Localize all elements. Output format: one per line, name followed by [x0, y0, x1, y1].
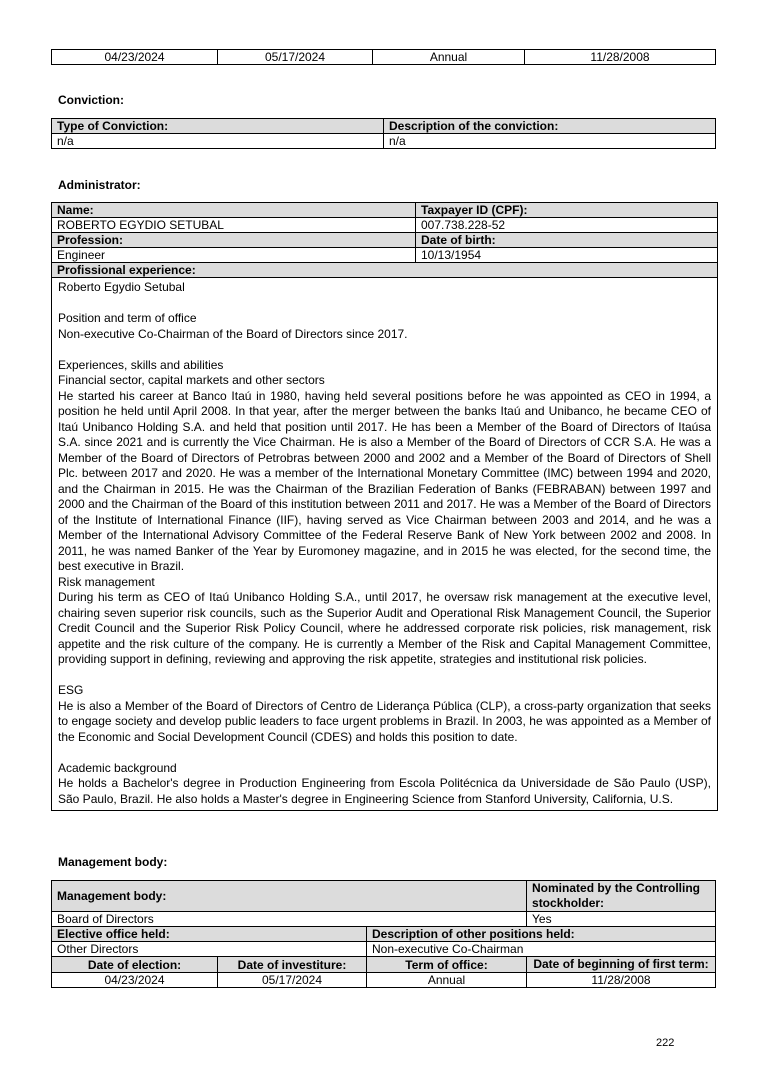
dob-value: 10/13/1954: [416, 248, 718, 263]
name-label: Name:: [52, 203, 416, 218]
conviction-type-value: n/a: [52, 134, 384, 149]
profession-label: Profession:: [52, 233, 416, 248]
elective-label: Elective office held:: [52, 927, 367, 942]
other-positions-value: Non-executive Co-Chairman: [367, 942, 716, 957]
management-table: [51, 880, 716, 988]
top-date-election: 04/23/2024: [52, 50, 218, 65]
top-date-investiture: 05/17/2024: [218, 50, 373, 65]
exp-risk-text: During his term as CEO of Itaú Unibanco Holding S.A., until 2017, he oversaw risk management at the executive level, chairing seven superior risk councils, such as the Superior Audit and Operational Risk Management Council, the Superior Credit Council and the Superior Risk Policy Council, where he addressed corporate risk policies, risk management, risk appetite and the risk culture of the company. He is currently a Member of the Risk and Capital Management Committee, providing support in defining, reviewing and approving the risk appetite, strategies and institutional risk policies.: [58, 590, 711, 666]
administrator-heading: Administrator:: [58, 178, 141, 192]
nominated-label: Nominated by the Controlling stockholder:: [527, 881, 716, 912]
conviction-desc-label: Description of the conviction:: [384, 119, 716, 134]
exp-academic-heading: Academic background: [58, 760, 177, 775]
exp-position-text: Non-executive Co-Chairman of the Board of Directors since 2017.: [58, 326, 408, 341]
term-value: Annual: [367, 973, 527, 988]
date-election-label: Date of election:: [52, 957, 218, 973]
nominated-value: Yes: [527, 912, 716, 927]
first-term-value: 11/28/2008: [527, 973, 716, 988]
date-investiture-value: 05/17/2024: [218, 973, 367, 988]
top-dates-row: [52, 50, 716, 65]
term-label: Term of office:: [367, 957, 527, 973]
exp-academic-text: He holds a Bachelor's degree in Production Engineering from Escola Politécnica da Universidade de São Paulo (USP), São Paulo, Brazil. He also holds a Master's degree in Engineering Science from Stanford University, California, U.S.: [58, 776, 711, 806]
exp-esg-text: He is also a Member of the Board of Directors of Centro de Liderança Pública (CLP), a cross-party organization that seeks to engage society and develop public leaders to face urgent problems in Brazil. In 2003, he was appointed as a Member of the Economic and Social Development Council (CDES) and holds this position to date.: [58, 698, 711, 744]
exp-risk-heading: Risk management: [58, 574, 155, 589]
elective-value: Other Directors: [52, 942, 367, 957]
first-term-label: Date of beginning of first term:: [527, 957, 716, 973]
management-body-label: Management body:: [52, 881, 527, 912]
conviction-table: [51, 118, 716, 149]
date-election-value: 04/23/2024: [52, 973, 218, 988]
administrator-table: [51, 202, 718, 811]
exp-skills-heading: Experiences, skills and abilities: [58, 357, 224, 372]
management-heading: Management body:: [58, 855, 168, 869]
conviction-heading: Conviction:: [58, 93, 124, 107]
exp-position-heading: Position and term of office: [58, 311, 197, 325]
experience-label: Profissional experience:: [52, 263, 718, 278]
conviction-desc-value: n/a: [384, 134, 716, 149]
conviction-type-label: Type of Conviction:: [52, 119, 384, 134]
profession-value: Engineer: [52, 248, 416, 263]
exp-financial-text: He started his career at Banco Itaú in 1980, having held several positions before he was appointed as CEO in 1994, a position he held until April 2008. In that year, after the merger between the banks Itaú and Unibanco, he became CEO of Itaú Unibanco Holding S.A. and held that position until 2017. He has been a Member of the Board of Directors of Itaúsa S.A. since 2021 and is currently the Vice Chairman. He is also a Member of the Board of Directors of CCR S.A. He was a Member of the Board of Directors of Petrobras between 2000 and 2002 and a Member of the Board of Directors of Shell Plc. between 2017 and 2020. He was a member of the International Monetary Committee (IMC) between 1994 and 2020, and the Chairman in 2015. He was the Chairman of the Brazilian Federation of Banks (FEBRABAN) between 1997 and 2000 and the Chairman of the Board of this institution between 2011 and 2017. He was a Member of the Board of Directors of the Institute of International Finance (IIF), having served as Vice Chairman between 2003 and 2014, and he was a Member of the International Advisory Committee of the Federal Reserve Bank of New York between 2002 and 2008. In 2011, he was named Banker of the Year by Euromoney magazine, and in 2015 he was elected, for the second time, the best executive in Brazil.: [58, 388, 711, 573]
exp-esg-heading: ESG: [58, 683, 84, 697]
top-dates-table: [51, 49, 716, 65]
taxpayer-value: 007.738.228-52: [416, 218, 718, 233]
exp-name: Roberto Egydio Setubal: [58, 280, 185, 294]
exp-financial-heading: Financial sector, capital markets and other sectors: [58, 373, 325, 387]
date-investiture-label: Date of investiture:: [218, 957, 367, 973]
page-number: 222: [656, 1037, 675, 1049]
other-positions-label: Description of other positions held:: [367, 927, 716, 942]
experience-body: [52, 278, 718, 811]
taxpayer-label: Taxpayer ID (CPF):: [416, 203, 718, 218]
top-first-term: 11/28/2008: [525, 50, 716, 65]
dob-label: Date of birth:: [416, 233, 718, 248]
top-term: Annual: [373, 50, 525, 65]
name-value: ROBERTO EGYDIO SETUBAL: [52, 218, 416, 233]
management-body-value: Board of Directors: [52, 912, 527, 927]
